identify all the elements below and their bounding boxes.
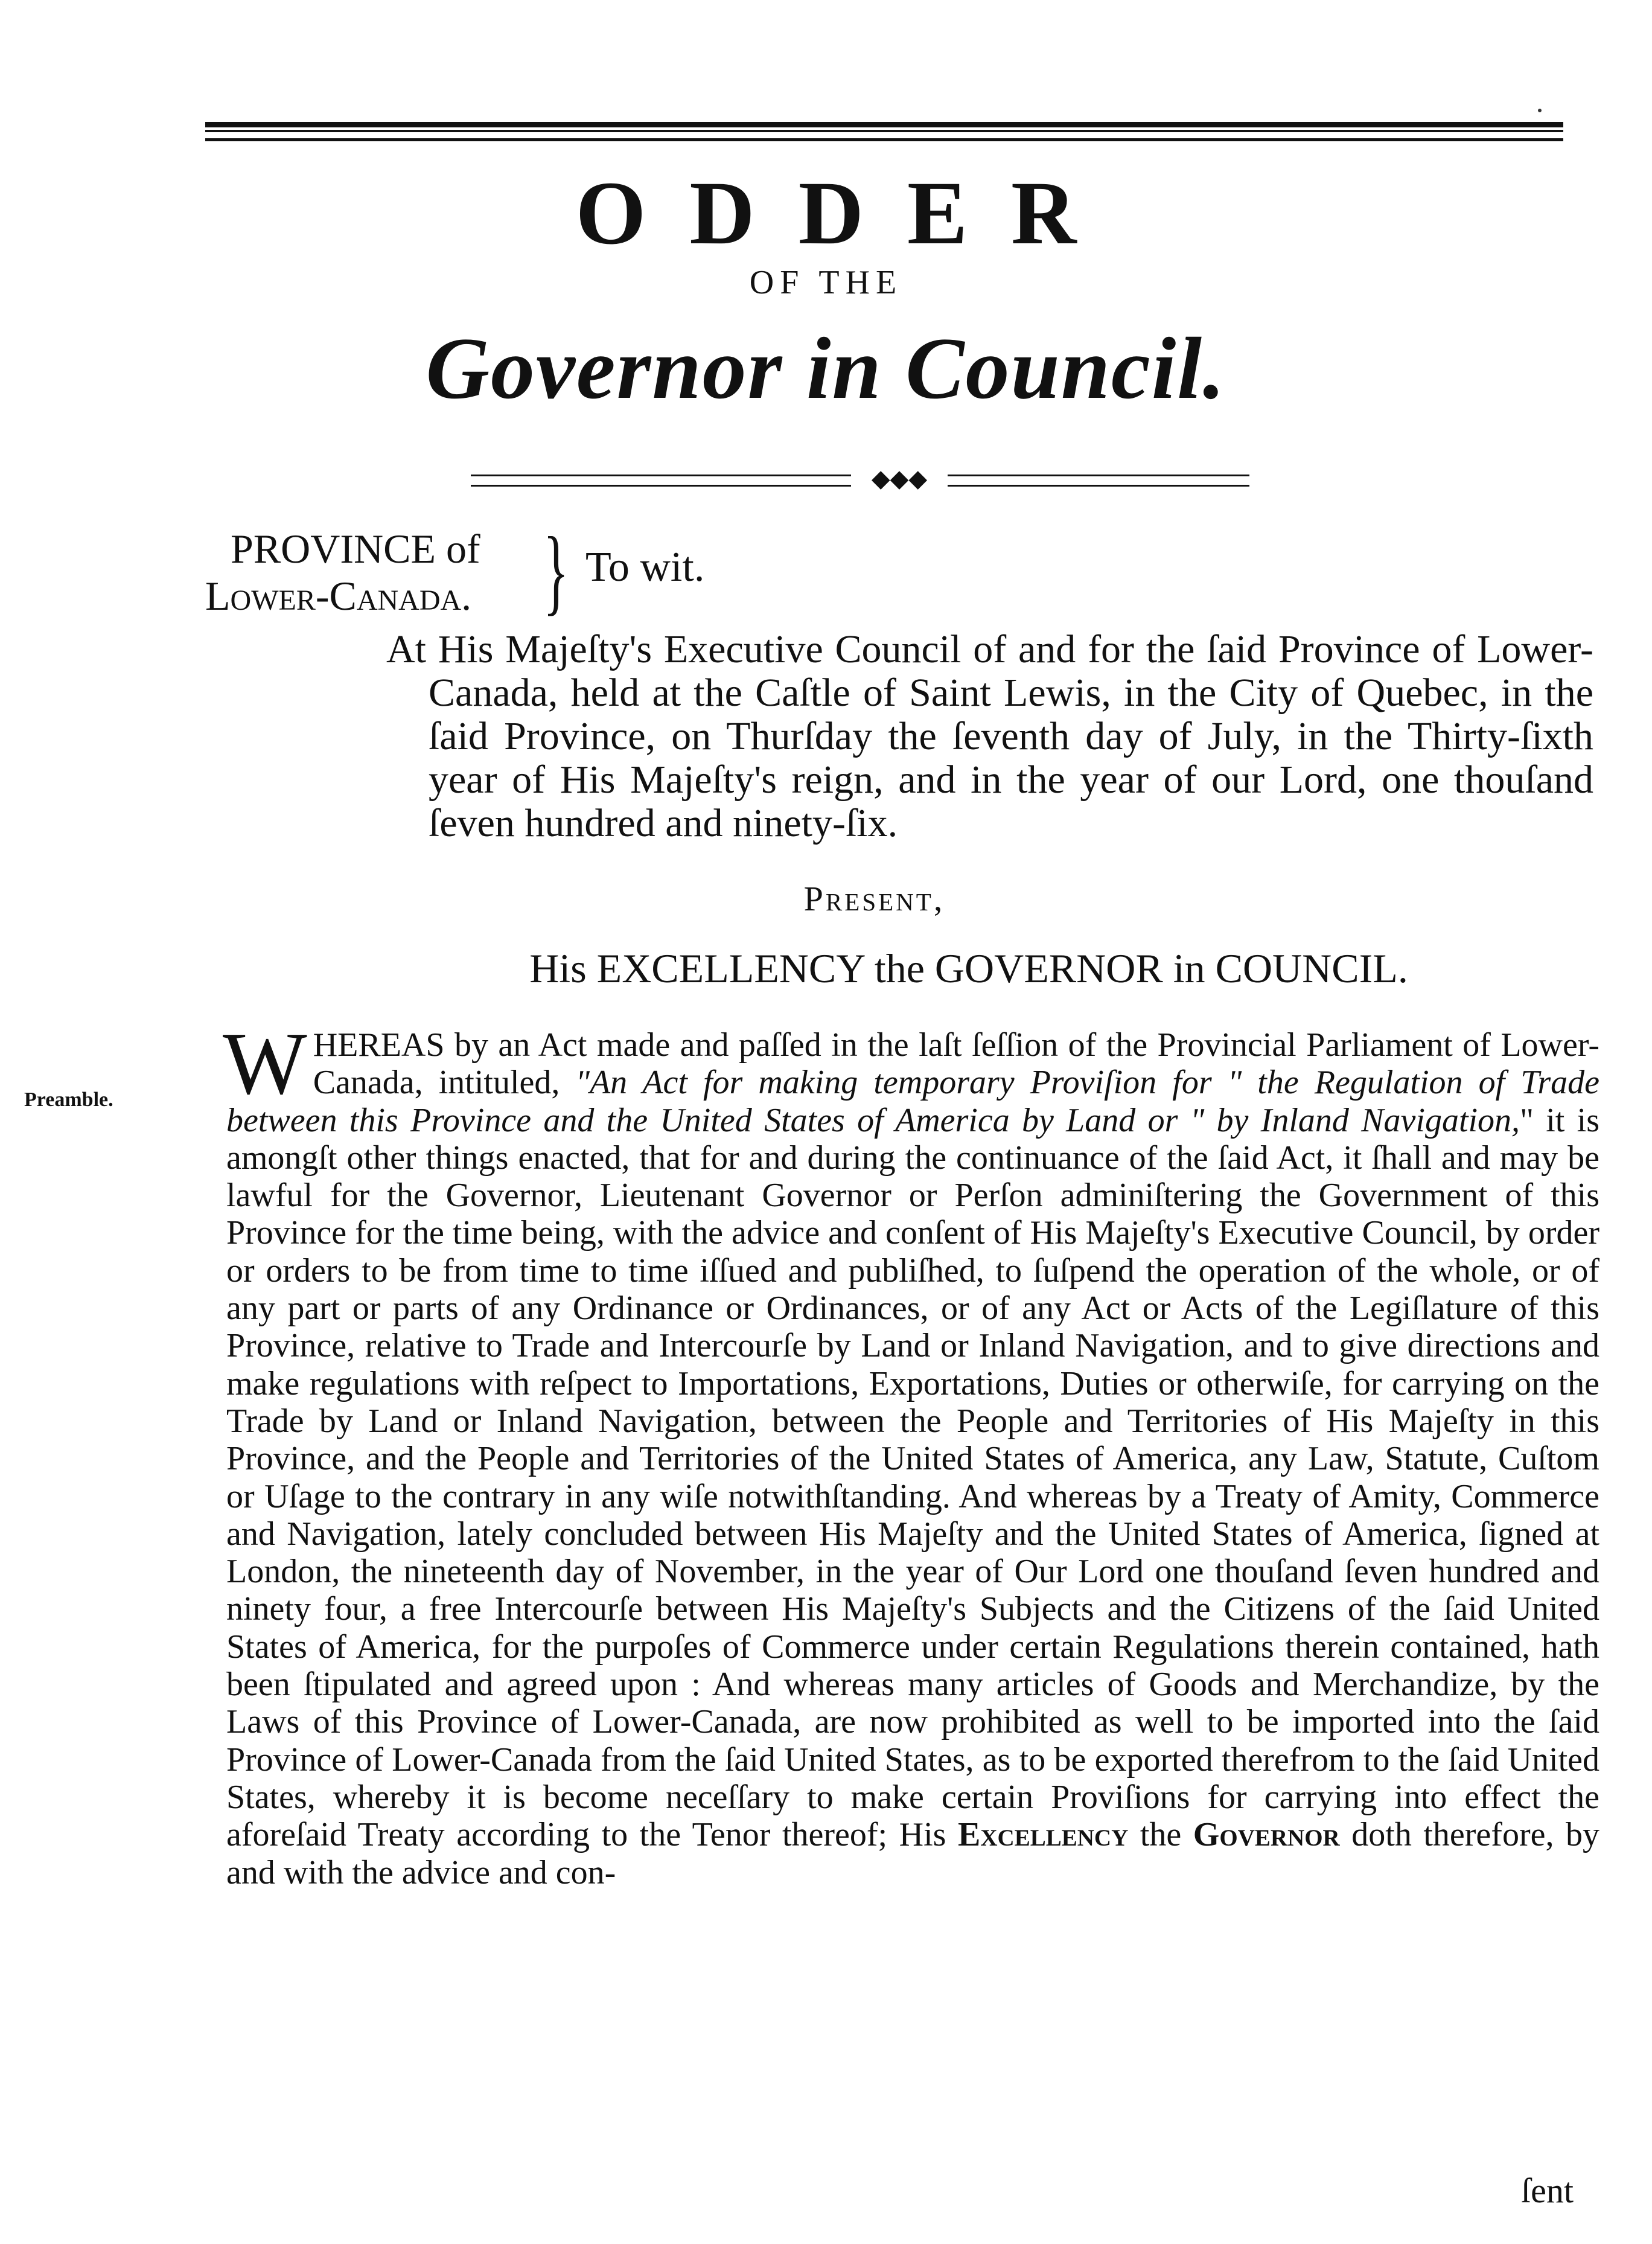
- page-subtitle: OF THE: [749, 264, 903, 301]
- preamble-body: [223, 1014, 1599, 1891]
- province-line-1: PROVINCE of: [231, 526, 480, 572]
- excellency-smallcaps: Excellency: [958, 1816, 1129, 1854]
- drop-cap: W: [223, 1014, 307, 1113]
- brace-icon: }: [543, 517, 569, 624]
- page-title: ODDER: [575, 163, 1120, 263]
- his-excellency-heading: His EXCELLENCY the GOVERNOR in COUNCIL.: [529, 945, 1408, 991]
- top-rule: [205, 122, 1563, 141]
- print-speck: [1538, 109, 1542, 112]
- body-part-2: " it is amongſt other things enacted, that for and during the continuance of the ſaid Act, it ſhall and may be lawful for the Governor, Lieutenant Governor or Perſon adminiſtering the Government of this Province for the time being, with the advice and conſent of His Majeſty's Executive Council, by order or orders to be from time to time iſſued and publiſhed, to ſuſpend the operation of the whole, or of any part or parts of any Ordinance or Ordinances, or of any Act or Acts of the Legiſlature of this Province, relative to Trade and Intercourſe by Land or Inland Navigation, and to give directions and make regulations with reſpect to Importations, Exportations, Duties or otherwiſe, for carrying on the Trade by Land or Inland Navigation, between the People and Territories of His Majeſty in this Province, and the People and Territories of the United States of America, any Law, Statute, Cuſtom or Uſage to the contrary in any wiſe notwithſtanding. And whereas by a Treaty of Amity, Commerce and Navigation, lately concluded between His Majeſty and the United States of America, ſigned at London, the nineteenth day of November, in the year of Our Lord one thouſand ſeven hundred and ninety four, a free Intercourſe between His Majeſty's Subjects and the Citizens of the ſaid United States of America, for the purpoſes of Commerce under certain Regulations therein contained, hath been ſtipulated and agreed upon : And whereas many articles of Goods and Merchandize, by the Laws of this Province of Lower-Canada, are now prohibited as well to be imported into the ſaid Province of Lower-Canada from the ſaid United States, as to be exported therefrom to the ſaid United States, whereby it is become neceſſary to make certain Proviſions for carrying into effect the aforeſaid Treaty according to the Tenor thereof; His: [226, 1101, 1599, 1854]
- ornament-icon: ◆◆◆: [871, 465, 928, 492]
- province-line-2: Lower-Canada.: [205, 573, 472, 619]
- ornament-rule-left: [471, 475, 851, 487]
- blackletter-title: Governor in Council.: [426, 319, 1226, 417]
- present-heading: Present,: [803, 879, 945, 918]
- council-paragraph: At His Majeſty's Executive Council of and for the ſaid Province of Lower-Canada, held at the Caſtle of Saint Lewis, in the City of Quebec, in the ſaid Province, on Thurſday the ſeventh day of July, in the Thirty-ſixth year of His Majeſty's reign, and in the year of our Lord, one thouſand ſeven hundred and ninety-ſix.: [386, 627, 1593, 845]
- province-heading: [205, 525, 480, 619]
- margin-note-preamble: Preamble.: [24, 1088, 113, 1111]
- body-the: the: [1128, 1816, 1193, 1854]
- ornament-rule-right: [948, 475, 1249, 487]
- governor-smallcaps: Governor: [1193, 1816, 1340, 1854]
- to-wit: To wit.: [585, 544, 705, 590]
- act-title: "An Act for making temporary Proviſion for " the Regulation of Trade between this Province and the United States of America by Land or " by Inland Navigation,: [226, 1064, 1599, 1139]
- body-part-3: doth therefore, by and with the advice and con-: [226, 1816, 1599, 1891]
- catchword: ſent: [1521, 2171, 1574, 2210]
- body-part-1: HEREAS by an Act made and paſſed in the laſt ſeſſion of the Provincial Parliament of Lower-Canada, intituled,: [313, 1026, 1599, 1102]
